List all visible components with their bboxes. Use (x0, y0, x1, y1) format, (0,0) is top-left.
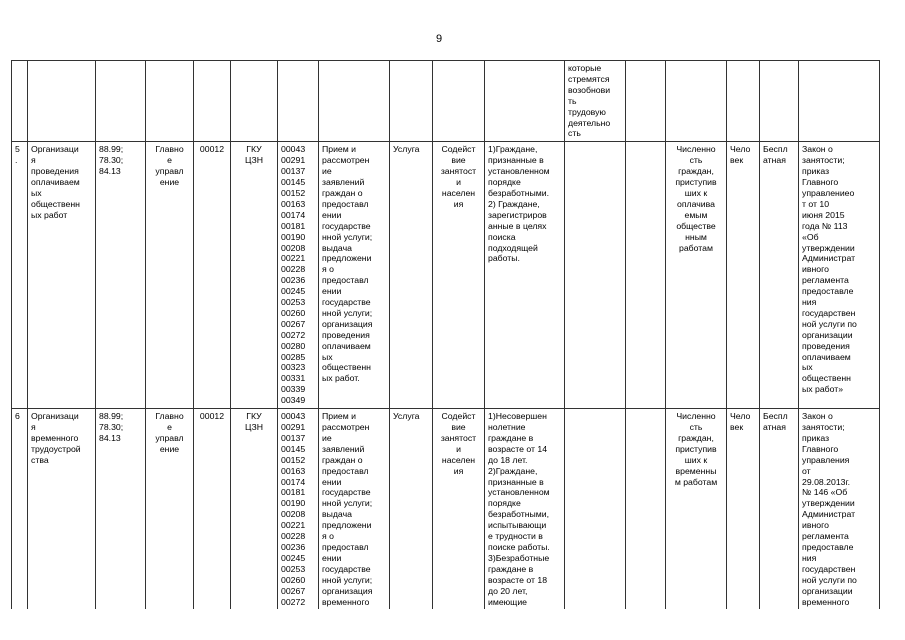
cell-continuation-text: которые стремятся возобнови ть трудовую деятельно сть (565, 61, 626, 142)
row-number: 5 . (12, 142, 28, 409)
cell-empty (626, 142, 666, 409)
cell-empty (278, 61, 319, 142)
okved-codes: 88.99; 78.30; 84.13 (96, 142, 146, 409)
cell-empty (146, 61, 194, 142)
service-purpose: Содейст вие занятост и населен ия (433, 142, 485, 409)
cell-empty (319, 61, 390, 142)
service-name: Организаци я проведения оплачиваем ых общественн ых работ (28, 142, 96, 409)
legal-basis: Закон о занятости; приказ Главного управления от 29.08.2013г. № 146 «Об утверждении Администрат ивного регламента предоставле ния государствен ной услуги по организации временного (799, 409, 880, 610)
unit: Чело век (727, 409, 760, 610)
cell-empty (626, 61, 666, 142)
service-content: Прием и рассмотрен ие заявлений граждан о предоставл ении государстве нной услуги; выдача предложени я о предоставл ении государстве нной услуги; организация временного (319, 409, 390, 610)
cell-empty (433, 61, 485, 142)
cell-empty (96, 61, 146, 142)
unit: Чело век (727, 142, 760, 409)
cell-empty (565, 142, 626, 409)
service-type: Услуга (390, 142, 433, 409)
cell-empty (760, 61, 799, 142)
cell-empty (727, 61, 760, 142)
legal-basis: Закон о занятости; приказ Главного управлениео т от 10 июня 2015 года № 113 «Об утверждении Администрат ивного регламента предоставле ния государствен ной услуги по организации проведения оплачиваем ых общественн ых работ» (799, 142, 880, 409)
table-row-continuation (12, 61, 880, 142)
cell-empty (799, 61, 880, 142)
authority-code: 00012 (194, 142, 231, 409)
payment-type: Беспл атная (760, 142, 799, 409)
service-content: Прием и рассмотрен ие заявлений граждан о предоставл ении государстве нной услуги; выдача предложени я о предоставл ении государстве нной услуги; организация проведения оплачиваем ых общественн ых работ. (319, 142, 390, 409)
institution: ГКУ ЦЗН (231, 142, 278, 409)
okved-codes: 88.99; 78.30; 84.13 (96, 409, 146, 610)
cell-empty (28, 61, 96, 142)
row-number: 6 (12, 409, 28, 610)
recipient-category: 1)Граждане, признанные в установленном порядке безработными. 2) Граждане, зарегистриров анные в целях поиска подходящей работы. (485, 142, 565, 409)
cell-empty (390, 61, 433, 142)
page-number: 9 (436, 33, 443, 45)
cell-empty (12, 61, 28, 142)
registry-codes: 00043 00291 00137 00145 00152 00163 00174 00181 00190 00208 00221 00228 00236 00245 00253 00260 00267 00272 00280 00285 00323 00331 00339 00349 (278, 142, 319, 409)
authority: Главно е управл ение (146, 142, 194, 409)
payment-type: Беспл атная (760, 409, 799, 610)
services-registry-table (11, 60, 880, 609)
cell-empty (626, 409, 666, 610)
cell-empty (194, 61, 231, 142)
authority: Главно е управл ение (146, 409, 194, 610)
authority-code: 00012 (194, 409, 231, 610)
cell-empty (565, 409, 626, 610)
cell-empty (666, 61, 727, 142)
cell-empty (231, 61, 278, 142)
service-purpose: Содейст вие занятост и населен ия (433, 409, 485, 610)
table-row (12, 142, 880, 409)
registry-codes: 00043 00291 00137 00145 00152 00163 00174 00181 00190 00208 00221 00228 00236 00245 00253 00260 00267 00272 (278, 409, 319, 610)
recipient-category: 1)Несовершен нолетние граждане в возрасте от 14 до 18 лет. 2)Граждане, признанные в установленном порядке безработными, испытывающи е трудности в поиске работы. 3)Безработные граждане в возрасте от 18 до 20 лет, имеющие (485, 409, 565, 610)
service-name: Организаци я временного трудоустрой ства (28, 409, 96, 610)
cell-empty (485, 61, 565, 142)
service-type: Услуга (390, 409, 433, 610)
institution: ГКУ ЦЗН (231, 409, 278, 610)
table-row (12, 409, 880, 610)
volume-indicator: Численно сть граждан, приступив ших к оплачива емым обществе нным работам (666, 142, 727, 409)
volume-indicator: Численно сть граждан, приступив ших к временны м работам (666, 409, 727, 610)
